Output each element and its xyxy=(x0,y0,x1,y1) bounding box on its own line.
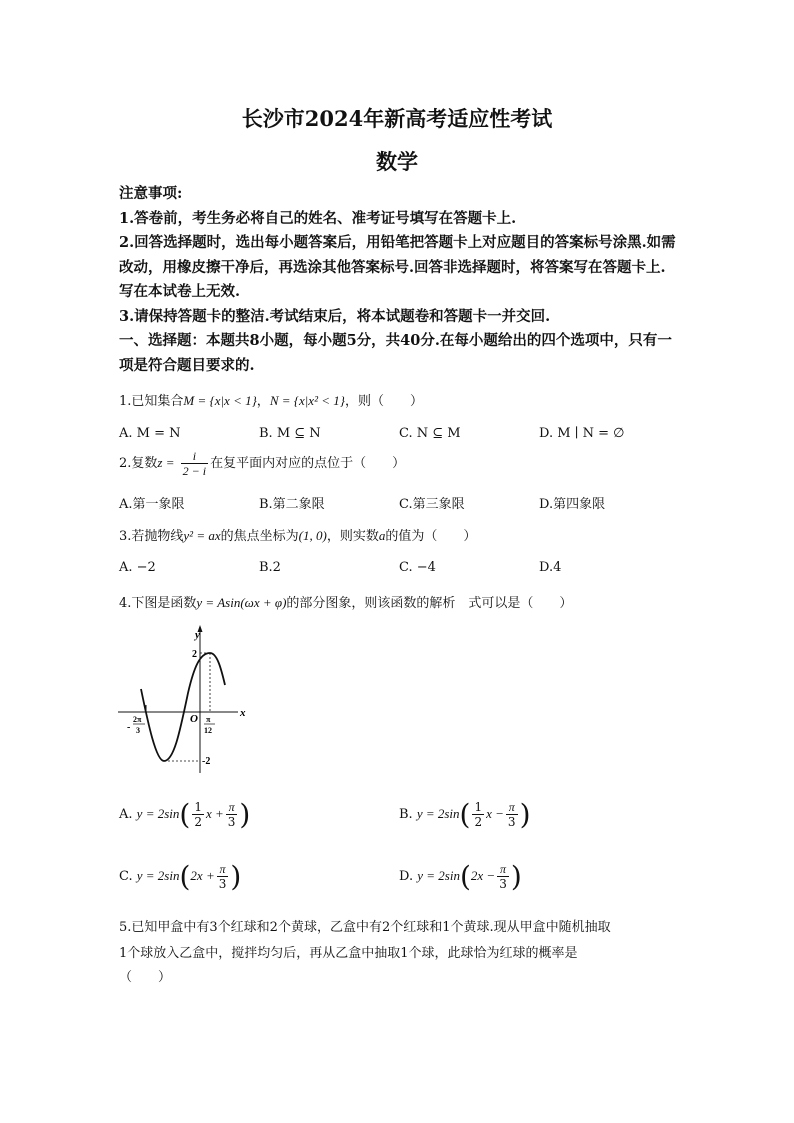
left-tick-sign: - xyxy=(127,722,131,733)
exam-subject: 数学 xyxy=(376,149,418,174)
question-5-line-3: （ ） xyxy=(119,970,172,985)
right-tick-den: 12 xyxy=(204,726,212,735)
coef-den: 2 xyxy=(194,815,202,829)
q3-option-b: B.2 xyxy=(259,560,281,575)
question-5-line-1: 5.已知甲盒中有3个红球和2个黄球，乙盒中有2个红球和1个黄球.现从甲盒中随机抽取 xyxy=(119,920,611,935)
q3-var: a xyxy=(378,528,386,543)
option-lhs: y = 2sin xyxy=(417,868,460,883)
q1-set-m: M = {x|x < 1} xyxy=(183,393,257,408)
q1-pre: 1.已知集合 xyxy=(119,394,184,409)
left-tick-den: 3 xyxy=(136,726,140,735)
q2-option-c: C.第三象限 xyxy=(399,497,465,512)
x-axis-label: x xyxy=(240,707,246,719)
coef-num: 1 xyxy=(474,800,483,814)
q4-expr: y = Asin(ωx + φ) xyxy=(196,595,287,610)
q2-num: i xyxy=(181,449,208,464)
phase-num: π xyxy=(497,862,509,877)
question-1 xyxy=(119,390,423,409)
option-mid: x − xyxy=(486,806,504,821)
min-label: -2 xyxy=(202,756,211,767)
origin-label: O xyxy=(190,713,198,725)
right-tick-num: π xyxy=(206,715,211,724)
q2-option-b: B.第二象限 xyxy=(259,497,325,512)
note-item: 2.回答选择题时，选出每小题答案后，用铅笔把答题卡上对应题目的答案标号涂黑.如需改动，用橡皮擦干净后，再选涂其他答案标号.回答非选择题时，将答案写在答题卡上.写在本试卷上无效. xyxy=(119,234,676,300)
question-2 xyxy=(119,449,405,478)
q3-point: (1, 0) xyxy=(298,528,327,543)
q1-option-d: D. M ∣ N = ∅ xyxy=(539,426,625,441)
exam-title: 长沙市2024年新高考适应性考试 xyxy=(241,106,553,131)
q2-option-a: A.第一象限 xyxy=(119,497,185,512)
note-item: 3.请保持答题卡的整洁.考试结束后，将本试题卷和答题卡一并交回. xyxy=(119,307,551,325)
q4-post: 的部分图象，则该函数的解析 式可以是（ ） xyxy=(286,596,573,611)
option-letter: B. xyxy=(399,807,413,822)
q3-mid2: ，则实数 xyxy=(326,529,379,544)
notes-heading: 注意事项: xyxy=(119,185,183,202)
q3-pre: 3.若抛物线 xyxy=(119,529,184,544)
q1-post: ，则（ ） xyxy=(344,394,423,409)
q3-expr: y² = ax xyxy=(183,528,221,543)
q1-option-c: C. N ⊆ M xyxy=(399,426,461,441)
q1-set-n: N = {x|x² < 1} xyxy=(269,393,345,408)
coef-num: 1 xyxy=(194,800,202,814)
sine-graph xyxy=(118,623,258,775)
q3-mid: 的焦点坐标为 xyxy=(220,529,299,544)
q1-option-b: B. M ⊆ N xyxy=(259,426,321,441)
option-mid: x + xyxy=(205,806,224,821)
option-letter: A. xyxy=(119,807,133,822)
phase-num: π xyxy=(217,862,229,877)
q4-option-a: A. y = 2sin( $\frac{1}{2}$ x + $\frac{\pi}{3}$ ) xyxy=(119,798,251,831)
option-lhs: y = 2sin xyxy=(136,806,180,821)
question-3 xyxy=(119,525,476,544)
phase-den: 3 xyxy=(499,877,507,891)
q2-option-d: D.第四象限 xyxy=(539,497,606,512)
option-letter: C. xyxy=(119,869,133,884)
q3-option-d: D.4 xyxy=(539,560,562,575)
q2-lhs: z = xyxy=(157,455,175,470)
max-label: 2 xyxy=(192,649,197,660)
q2-post: 在复平面内对应的点位于（ ） xyxy=(210,456,406,471)
note-item: 1.答卷前，考生务必将自己的姓名、准考证号填写在答题卡上. xyxy=(119,209,517,227)
q1-option-a: A. M = N xyxy=(119,426,181,441)
option-letter: D. xyxy=(399,869,414,884)
sine-curve xyxy=(141,653,225,761)
q1-sep: ， xyxy=(256,394,270,409)
q3-post: 的值为（ ） xyxy=(385,529,477,544)
q2-pre: 2.复数 xyxy=(119,456,158,471)
section-heading: 一、选择题：本题共8小题，每小题5分，共40分.在每小题给出的四个选项中，只有一项是符合题目要求的. xyxy=(119,332,672,374)
q4-option-c: C. y = 2sin(2x + $\frac{\pi}{3}$ ) xyxy=(119,860,242,893)
coef-den: 2 xyxy=(474,815,483,829)
q4-pre: 4.下图是函数 xyxy=(119,596,197,611)
option-lhs: y = 2sin xyxy=(416,806,460,821)
q3-option-c: C. −4 xyxy=(399,560,436,575)
question-4 xyxy=(119,592,572,611)
q4-option-d: D. y = 2sin(2x − $\frac{\pi}{3}$ ) xyxy=(399,860,522,893)
phase-num: π xyxy=(226,800,238,815)
phase-num: π xyxy=(506,800,518,815)
option-mid: 2x + xyxy=(190,868,215,883)
q2-fraction xyxy=(181,449,208,478)
option-lhs: y = 2sin xyxy=(136,868,180,883)
phase-den: 3 xyxy=(218,877,227,891)
option-mid: 2x − xyxy=(470,868,496,883)
phase-den: 3 xyxy=(507,815,516,829)
q3-option-a: A. −2 xyxy=(119,560,156,575)
q2-den: 2 − i xyxy=(182,464,207,478)
y-axis-label: y xyxy=(195,629,200,641)
q4-option-b: B. y = 2sin( $\frac{1}{2}$ x − $\frac{\pi}{3}$ ) xyxy=(399,798,531,831)
exam-notes xyxy=(119,182,679,378)
left-tick-num: 2π xyxy=(133,715,142,724)
phase-den: 3 xyxy=(227,815,236,829)
question-5-line-2: 1个球放入乙盒中，搅拌均匀后，再从乙盒中抽取1个球，此球恰为红球的概率是 xyxy=(119,946,578,961)
